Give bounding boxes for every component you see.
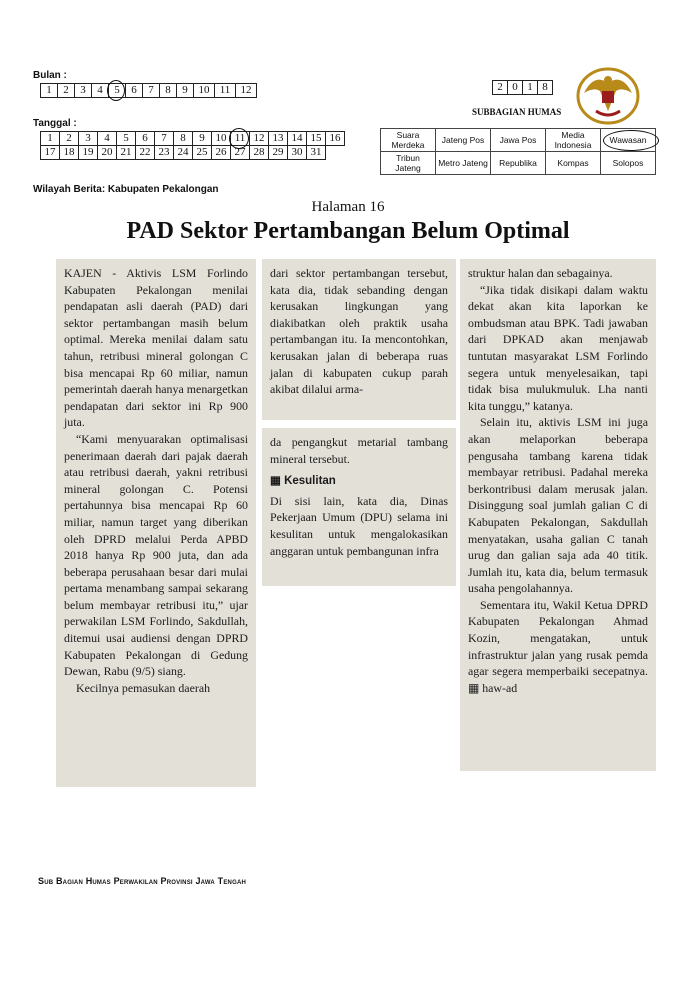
subheading: ▦ Kesulitan <box>270 473 448 490</box>
month-cell: 3 <box>75 84 92 98</box>
day-cell: 23 <box>155 146 174 160</box>
page-number-label: Halaman 16 <box>311 199 385 215</box>
month-grid <box>40 83 257 98</box>
day-cell: 28 <box>250 146 269 160</box>
month-cell: 12 <box>236 84 257 98</box>
media-cell: Suara Merdeka <box>381 129 436 152</box>
day-cell: 1 <box>41 132 60 146</box>
col3-paragraph-1: struktur halan dan sebagainya. <box>468 266 613 280</box>
day-cell: 16 <box>326 132 345 146</box>
day-cell: 25 <box>193 146 212 160</box>
article-column-1 <box>56 259 256 787</box>
month-cell: 6 <box>126 84 143 98</box>
day-cell: 20 <box>98 146 117 160</box>
col3-paragraph-2: “Jika tidak disikapi dalam waktu dekat akan kita laporkan ke ombudsman atau BPK. Tadi jawaban dari DPKAD akan menjawab tuntutan masyarakat LSM Forlindo segera untuk menyelesaikan, tapi tidak bisa mulukmuluk. Lha nanti kita tunggu,” katanya. <box>468 282 648 413</box>
col2-paragraph-3: Di sisi lain, kata dia, Dinas Pekerjaan Umum (DPU) selama ini kesulitan untuk mengalokasikan anggaran untuk pembangunan infra <box>270 493 448 558</box>
article-column-2-top <box>262 259 456 420</box>
media-cell: Jateng Pos <box>436 129 491 152</box>
day-cell: 26 <box>212 146 231 160</box>
col2-paragraph-2: da pengangkut metarial tambang mineral tersebut. <box>270 435 448 466</box>
col3-paragraph-3: Selain itu, aktivis LSM ini juga akan melaporkan beberapa pengusaha tambang karena tidak membayar retribusi. Padahal mereka berkontribusi dalam merusak jalan. Disinggung soal jumlah galian C di Kabupaten Pekalongan, Sakdullah menyatakan, usaha galian C tanah urug dan galian saja ada 40 titik. Jumlah itu, kata dia, belum termasuk usaha pengolahannya. <box>468 415 648 596</box>
day-cell: 15 <box>307 132 326 146</box>
tanggal-label: Tanggal : <box>33 118 77 129</box>
month-cell: 9 <box>177 84 194 98</box>
day-cell: 2 <box>60 132 79 146</box>
col1-paragraph-1: KAJEN - Aktivis LSM Forlindo Kabupaten Pekalongan menilai pendapatan asli daerah (PAD) dari sektor pertambangan masih belum optimal. Mereka menilai dalam satu tahun, retribusi mineral golongan C bisa mencapai Rp 60 miliar, namun pemerintah daerah hanya menargetkan pendapatan dari sektor ini Rp 900 juta. <box>64 266 248 430</box>
month-cell: 8 <box>160 84 177 98</box>
month-cell: 10 <box>194 84 215 98</box>
department-label: SUBBAGIAN HUMAS <box>472 107 562 117</box>
day-grid <box>40 131 345 160</box>
bulan-label: Bulan : <box>33 70 67 81</box>
month-cell: 11 <box>215 84 236 98</box>
day-cell: 24 <box>174 146 193 160</box>
day-cell: 12 <box>250 132 269 146</box>
month-cell: 4 <box>92 84 109 98</box>
day-cell: 22 <box>136 146 155 160</box>
media-cell: Solopos <box>601 152 656 175</box>
day-cell: 8 <box>174 132 193 146</box>
day-cell: 17 <box>41 146 60 160</box>
day-cell: 3 <box>79 132 98 146</box>
day-cell: 9 <box>193 132 212 146</box>
col1-paragraph-2: “Kami menyuarakan optimalisasi penerimaan daerah dari pajak daerah atau retribusi daerah, yakni retribusi mineral golongan C. Potensi pertahunnya bisa mencapai Rp 60 miliar, namun target yang diberikan oleh DPRD melalui Perda APBD 2018 hanya Rp 900 juta, dan ada beberapa perusahaan besar dari mulai pertama menambang sampai sekarang belum membayar retribusi itu,” ujar perwakilan LSM Forlindo, Sakdullah, ditemui usai audiensi dengan DPRD Kabupaten Pekalongan di Gedung Dewan, Rabu (9/5) siang. <box>64 431 248 679</box>
media-table <box>380 128 656 175</box>
day-cell: 13 <box>269 132 288 146</box>
year-digit-cell: 0 <box>508 81 523 95</box>
footer-text: Sub Bagian Humas Perwakilan Provinsi Jawa Tengah <box>38 876 247 886</box>
media-cell: Jawa Pos <box>491 129 546 152</box>
garuda-emblem-icon <box>576 67 640 125</box>
day-cell: 14 <box>288 132 307 146</box>
day-cell: 21 <box>117 146 136 160</box>
wilayah-label: Wilayah Berita: Kabupaten Pekalongan <box>33 184 219 195</box>
day-cell: 7 <box>155 132 174 146</box>
day-cell: 29 <box>269 146 288 160</box>
day-cell: 4 <box>98 132 117 146</box>
day-cell: 18 <box>60 146 79 160</box>
day-cell: 11 <box>231 132 250 146</box>
day-cell: 30 <box>288 146 307 160</box>
article-headline: PAD Sektor Pertambangan Belum Optimal <box>126 218 570 244</box>
col1-paragraph-3: Kecilnya pemasukan daerah <box>76 680 211 695</box>
month-cell: 1 <box>41 84 58 98</box>
month-cell: 5 <box>109 84 126 98</box>
year-digit-cell: 2 <box>493 81 508 95</box>
day-cell: 10 <box>212 132 231 146</box>
day-cell: 27 <box>231 146 250 160</box>
media-cell: Metro Jateng <box>436 152 491 175</box>
year-digit-cell: 8 <box>538 81 553 95</box>
media-cell: Kompas <box>546 152 601 175</box>
article-column-3 <box>460 259 656 771</box>
article-column-2-bottom <box>262 428 456 586</box>
day-cell: 6 <box>136 132 155 146</box>
day-cell: 19 <box>79 146 98 160</box>
media-cell: Wawasan <box>601 129 656 152</box>
media-cell: Republika <box>491 152 546 175</box>
year-grid <box>492 80 553 95</box>
col3-paragraph-4: Sementara itu, Wakil Ketua DPRD Kabupaten Pekalongan Ahmad Kozin, mengatakan, untuk infrastruktur jalan yang rusak pemda agar segera memperbaiki secepatnya. ▦ haw-ad <box>468 597 648 695</box>
day-cell: 5 <box>117 132 136 146</box>
month-cell: 2 <box>58 84 75 98</box>
year-digit-cell: 1 <box>523 81 538 95</box>
col2-paragraph-1: dari sektor pertambangan tersebut, kata dia, tidak sebanding dengan kerusakan lingkungan yang diakibatkan oleh praktik usaha pertambangan itu. Ia mencontohkan, kerusakan jalan di beberapa ruas jalan di kabupaten cukup parah akibat dilalui arma- <box>270 266 448 397</box>
day-cell: 31 <box>307 146 326 160</box>
media-cell: Tribun Jateng <box>381 152 436 175</box>
media-cell: Media Indonesia <box>546 129 601 152</box>
month-cell: 7 <box>143 84 160 98</box>
